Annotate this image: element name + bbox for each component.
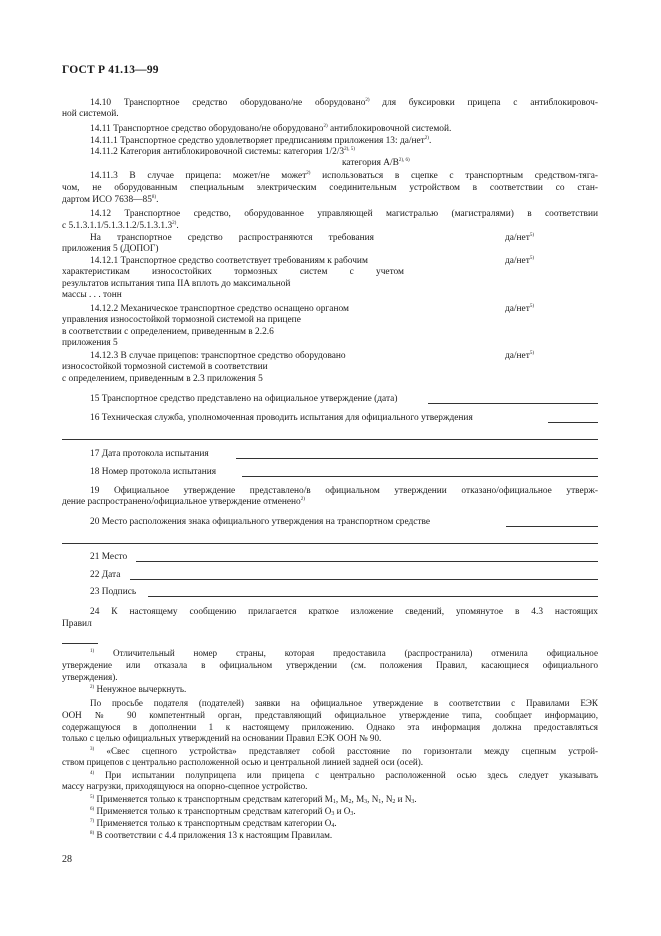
footnote-6: $^{6)}$ Применяется только к транспортным средствам категорий $O_3$ и $O_3$.: [90, 806, 356, 817]
footnote-4-line-2: массу нагрузки, приходящуюся на опорно-сцепное устройство.: [62, 781, 308, 791]
field-19-line-2: дение распространено/официальное утверждение отменено$^{2)}$: [62, 497, 305, 507]
item-14-12-1-line-1: 14.12.1 Транспортное средство соответствует требованиям к рабочим: [90, 256, 368, 266]
footnote-4-line-1: $^{4)}$ При испытании полуприцепа или прицепа с центрально расположенной осью здесь следует указывать: [90, 770, 598, 780]
item-14-11-3-line-3: дартом ИСО 7638—85$^{8)}$.: [62, 195, 159, 205]
field-19-line-1: 19 Официальное утверждение представлено/в официальном утверждении отказано/официальное утверж-: [90, 486, 598, 496]
footnote-separator: [62, 643, 98, 644]
item-14-12-3-line-1: 14.12.3 В случае прицепов: транспортное средство оборудовано: [90, 351, 346, 361]
field-21-blank: [136, 561, 598, 562]
field-16-label: 16 Техническая служба, уполномоченная проводить испытания для официального утверждения: [90, 413, 473, 423]
footnote-8: $^{8)}$ В соответствии с 4.4 приложения 13 к настоящим Правилам.: [90, 830, 333, 840]
field-17-blank: [236, 458, 598, 459]
footnote-request-line-4: только с целью официальных утверждений на основании Правил ЕЭК ООН № 90.: [62, 733, 382, 743]
item-14-12-1-line-2: характеристикам износостойких тормозных систем с учетом: [62, 267, 404, 277]
item-14-12-line-1: 14.12 Транспортное средство, оборудованное управляющей магистралью (магистралями) в соответствии: [90, 209, 598, 219]
field-17-label: 17 Дата протокола испытания: [90, 449, 209, 459]
field-20-label: 20 Место расположения знака официального утверждения на транспортном средстве: [90, 517, 431, 527]
footnote-1-line-1: $^{1)}$ Отличительный номер страны, которая предоставила (распространила) отменила официальное: [90, 648, 598, 658]
item-14-10-line-2: ной системой.: [62, 109, 119, 119]
item-14-10-line-1: 14.10 Транспортное средство оборудовано/не оборудовано$^{2)}$ для буксировки прицепа с антиблокировоч-: [90, 98, 598, 108]
footnote-2: $^{2)}$ Ненужное вычеркнуть.: [90, 684, 187, 694]
field-24-line-1: 24 К настоящему сообщению прилагается краткое изложение сведений, упомянутое в 4.3 настоящих: [90, 607, 598, 617]
item-14-12-1-line-3: результатов испытания типа IIA вплоть до максимальной: [62, 279, 291, 289]
item-14-11-1: 14.11.1 Транспортное средство удовлетворяет предписаниям приложения 13: да/нет$^{2)}$.: [90, 136, 432, 146]
item-14-12-2-line-1: 14.12.2 Механическое транспортное средство оснащено органом: [90, 304, 349, 314]
item-14-12-2-line-4: приложения 5: [62, 338, 118, 348]
adr-line-2: приложения 5 (ДОПОГ): [62, 244, 159, 254]
item-14-12-line-2: с 5.1.3.1.1/5.1.3.1.2/5.1.3.1.3$^{2)}$.: [62, 221, 179, 231]
item-14-12-2-line-2: управления износостойкой тормозной системой на прицепе: [62, 315, 301, 325]
item-14-11-3-line-2: чом, не оборудованным специальным электрическим соединительным устройством в соответствии со стан-: [62, 183, 598, 193]
footnote-request-line-2: ООН № 90 компетентный орган, представляющий официальное утверждение типа, сообщает информацию,: [62, 710, 598, 720]
page-number: 28: [62, 854, 72, 865]
field-15-label: 15 Транспортное средство представлено на официальное утверждение (дата): [90, 394, 398, 404]
item-14-12-1-yes-no: да/нет$^{5)}$: [505, 256, 534, 266]
field-20-blank: [506, 526, 598, 527]
field-20-blank-2: [62, 543, 598, 544]
field-23-blank: [148, 596, 598, 597]
item-14-12-1-line-4: массы . . . тонн: [62, 290, 122, 300]
field-23-label: 23 Подпись: [90, 587, 137, 597]
item-14-11: 14.11 Транспортное средство оборудовано/не оборудовано$^{2)}$ антиблокировочной системой.: [90, 124, 452, 134]
footnote-request-line-1: По просьбе подателя (подателей) заявки на официальное утверждение в соответствии с Правилами ЕЭК: [90, 698, 598, 708]
item-14-12-2-line-3: в соответствии с определением, приведенным в 2.2.6: [62, 327, 274, 337]
field-18-label: 18 Номер протокола испытания: [90, 467, 217, 477]
item-14-11-3-line-1: 14.11.3 В случае прицепа: может/не может$^{2)}$ использоваться в сцепке с транспортным средством-тяга-: [90, 171, 598, 181]
field-24-line-2: Правил: [62, 619, 92, 629]
adr-yes-no: да/нет$^{5)}$: [505, 233, 534, 243]
footnote-3-line-1: $^{3)}$ «Свес сцепного устройства» представляет собой расстояние по горизонтали между сцепным устрой-: [90, 746, 598, 756]
footnote-1-line-2: утверждение или отказала в официальном утверждении (см. положения Правил, касающиеся официального: [62, 660, 598, 670]
field-21-label: 21 Место: [90, 552, 128, 562]
field-16-blank-2: [62, 439, 598, 440]
item-14-12-2-yes-no: да/нет$^{5)}$: [505, 304, 534, 314]
item-14-12-3-yes-no: да/нет$^{5)}$: [505, 351, 534, 361]
document-header: ГОСТ Р 41.13—99: [62, 64, 159, 76]
footnote-3-line-2: ством прицепов с центрально расположенной осью и центральной линией задней оси (осей).: [62, 757, 424, 767]
footnote-5: $^{5)}$ Применяется только к транспортным средствам категорий $M_1$, $M_2$, $M_3$, $N_1$, $N_2$ и $N_3$.: [90, 794, 417, 805]
field-22-label: 22 Дата: [90, 570, 121, 580]
adr-line-1: На транспортное средство распространяются требования: [90, 233, 374, 243]
item-14-12-3-line-2: износостойкой тормозной системой в соответствии: [62, 362, 268, 372]
field-22-blank: [130, 579, 598, 580]
field-16-blank: [548, 422, 598, 423]
item-14-11-2-line-2: категория $A/B^{2), 6)}$: [342, 158, 410, 168]
item-14-12-3-line-3: с определением, приведенным в 2.3 приложения 5: [62, 374, 263, 384]
footnote-request-line-3: содержащуюся в дополнении 1 к настоящему приложению. Однако эта информация должна предоставляться: [62, 722, 598, 732]
item-14-11-2-line-1: 14.11.2 Категория антиблокировочной системы: категория $1/2/3^{2), 5)}$: [90, 147, 355, 157]
footnote-1-line-3: утверждения).: [62, 672, 118, 682]
footnote-7: $^{7)}$ Применяется только к транспортным средствам категории $O_4$.: [90, 818, 337, 829]
field-18-blank: [242, 476, 598, 477]
field-15-blank: [428, 403, 598, 404]
